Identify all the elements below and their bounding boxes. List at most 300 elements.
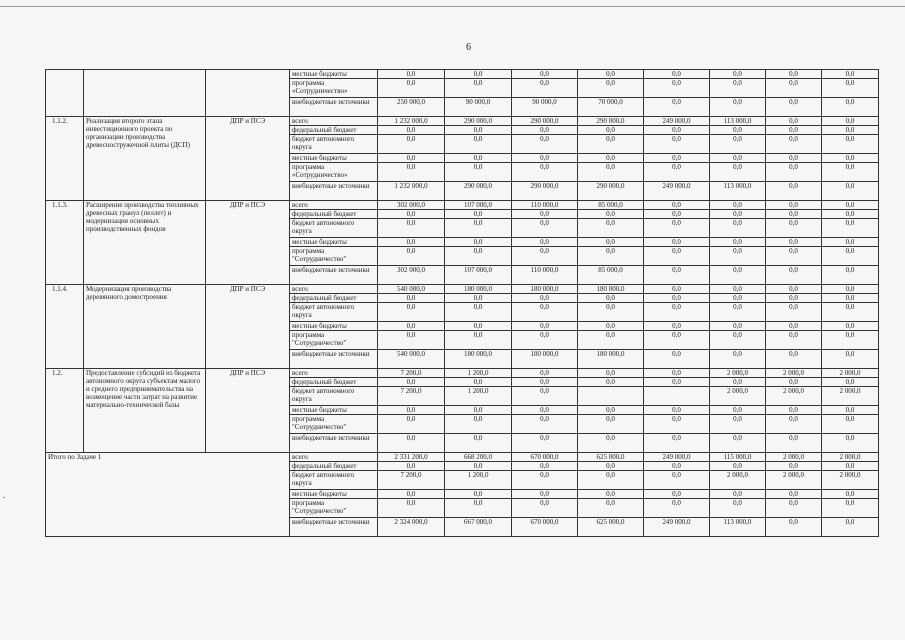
value-cell: 670 000,0 [512, 453, 578, 462]
item-name-cell: Модернизация производства деревянного домостроения [84, 285, 206, 369]
item-code-cell: 1.1.2. [46, 117, 84, 201]
value-cell: 0,0 [822, 331, 879, 350]
value-cell: 0,0 [378, 247, 445, 266]
table-row [46, 117, 879, 126]
value-cell: 290 000,0 [445, 182, 512, 201]
value-cell: 0,0 [766, 247, 822, 266]
value-cell: 0,0 [710, 490, 766, 499]
funding-source-cell: бюджет автономного округа [290, 303, 378, 322]
value-cell: 0,0 [378, 238, 445, 247]
funding-source-cell: всего [290, 453, 378, 462]
funding-source-cell: бюджет автономного округа [290, 219, 378, 238]
value-cell: 0,0 [766, 163, 822, 182]
value-cell: 0,0 [822, 70, 879, 79]
value-cell: 668 200,0 [445, 453, 512, 462]
value-cell: 0,0 [710, 434, 766, 453]
value-cell: 70 000,0 [578, 98, 644, 117]
budget-table-body [46, 70, 879, 537]
value-cell: 0,0 [644, 303, 710, 322]
value-cell: 180 000,0 [578, 350, 644, 369]
funding-source-cell: всего [290, 369, 378, 378]
value-cell: 0,0 [644, 322, 710, 331]
value-cell: 0,0 [766, 182, 822, 201]
value-cell: 0,0 [644, 406, 710, 415]
value-cell: 0,0 [766, 135, 822, 154]
value-cell: 0,0 [766, 350, 822, 369]
value-cell: 0,0 [578, 126, 644, 135]
value-cell: 290 000,0 [578, 182, 644, 201]
budget-table [45, 69, 879, 537]
value-cell: 0,0 [578, 331, 644, 350]
value-cell: 0,0 [766, 210, 822, 219]
value-cell: 1 232 000,0 [378, 182, 445, 201]
value-cell: 0,0 [445, 247, 512, 266]
value-cell: 0,0 [445, 294, 512, 303]
value-cell: 2 000,0 [766, 387, 822, 406]
value-cell: 7 200,0 [378, 387, 445, 406]
value-cell: 0,0 [710, 163, 766, 182]
value-cell: 0,0 [822, 322, 879, 331]
table-row [46, 369, 879, 378]
value-cell: 0,0 [512, 294, 578, 303]
value-cell: 0,0 [710, 98, 766, 117]
value-cell: 0,0 [766, 201, 822, 210]
value-cell: 2 000,0 [710, 369, 766, 378]
value-cell: 0,0 [644, 98, 710, 117]
item-name-cell [84, 70, 206, 117]
funding-source-cell: программа "Сотрудничество" [290, 331, 378, 350]
value-cell: 0,0 [378, 462, 445, 471]
table-row [46, 201, 879, 210]
value-cell: 0,0 [644, 369, 710, 378]
value-cell: 2 000,0 [822, 453, 879, 462]
funding-source-cell: бюджет автономного округа [290, 387, 378, 406]
value-cell: 0,0 [445, 135, 512, 154]
value-cell: 290 000,0 [445, 117, 512, 126]
value-cell: 0,0 [445, 462, 512, 471]
value-cell: 0,0 [512, 415, 578, 434]
value-cell: 0,0 [512, 490, 578, 499]
value-cell: 1 232 000,0 [378, 117, 445, 126]
funding-source-cell: всего [290, 117, 378, 126]
agency-cell: ДПР и ПСЭ [206, 285, 290, 369]
value-cell: 0,0 [578, 434, 644, 453]
value-cell: 0,0 [822, 490, 879, 499]
funding-source-cell: бюджет автономного округа [290, 135, 378, 154]
value-cell: 0,0 [644, 126, 710, 135]
value-cell: 0,0 [710, 415, 766, 434]
value-cell: 0,0 [578, 378, 644, 387]
value-cell: 0,0 [445, 154, 512, 163]
agency-cell: ДПР и ПСЭ [206, 117, 290, 201]
funding-source-cell: программа "Сотрудничество" [290, 415, 378, 434]
value-cell: 0,0 [578, 238, 644, 247]
value-cell: 7 200,0 [378, 369, 445, 378]
funding-source-cell: федеральный бюджет [290, 294, 378, 303]
value-cell: 249 000,0 [644, 182, 710, 201]
value-cell: 0,0 [710, 201, 766, 210]
value-cell: 180 000,0 [512, 350, 578, 369]
value-cell: 0,0 [766, 79, 822, 98]
funding-source-cell: внебюджетные источники [290, 182, 378, 201]
value-cell: 0,0 [378, 210, 445, 219]
value-cell: 0,0 [378, 154, 445, 163]
value-cell: 0,0 [766, 322, 822, 331]
value-cell: 0,0 [822, 219, 879, 238]
value-cell: 0,0 [710, 406, 766, 415]
value-cell: 0,0 [710, 322, 766, 331]
value-cell: 302 000,0 [378, 201, 445, 210]
value-cell: 0,0 [378, 219, 445, 238]
value-cell: 0,0 [378, 135, 445, 154]
value-cell: 2 000,0 [766, 453, 822, 462]
value-cell: 0,0 [766, 154, 822, 163]
value-cell: 2 000,0 [710, 471, 766, 490]
value-cell: 0,0 [578, 462, 644, 471]
value-cell: 0,0 [378, 294, 445, 303]
funding-source-cell: местные бюджеты [290, 406, 378, 415]
value-cell: 0,0 [644, 434, 710, 453]
value-cell: 0,0 [766, 285, 822, 294]
funding-source-cell: федеральный бюджет [290, 378, 378, 387]
value-cell: 0,0 [445, 499, 512, 518]
value-cell: 0,0 [445, 331, 512, 350]
value-cell: 0,0 [445, 415, 512, 434]
value-cell: 0,0 [822, 415, 879, 434]
value-cell: 0,0 [512, 499, 578, 518]
funding-source-cell: местные бюджеты [290, 70, 378, 79]
value-cell: 0,0 [822, 154, 879, 163]
value-cell: 0,0 [822, 126, 879, 135]
page-number: 6 [466, 42, 471, 53]
value-cell: 0,0 [644, 266, 710, 285]
value-cell: 0,0 [644, 219, 710, 238]
value-cell [578, 387, 644, 406]
value-cell: 0,0 [644, 201, 710, 210]
value-cell: 0,0 [445, 406, 512, 415]
value-cell: 0,0 [822, 135, 879, 154]
value-cell [644, 387, 710, 406]
value-cell: 1 200,0 [445, 387, 512, 406]
table-row [46, 70, 879, 79]
item-name-cell: Расширение производства топливных древесных гранул (пеллет) и модернизация основных производственных фондов [84, 201, 206, 285]
value-cell: 0,0 [822, 518, 879, 537]
funding-source-cell: местные бюджеты [290, 322, 378, 331]
value-cell: 0,0 [578, 322, 644, 331]
value-cell: 0,0 [578, 210, 644, 219]
value-cell: 0,0 [512, 434, 578, 453]
value-cell: 0,0 [766, 490, 822, 499]
value-cell: 0,0 [710, 154, 766, 163]
value-cell: 0,0 [822, 201, 879, 210]
value-cell: 249 000,0 [644, 117, 710, 126]
value-cell: 0,0 [512, 471, 578, 490]
value-cell: 0,0 [578, 163, 644, 182]
value-cell: 0,0 [445, 378, 512, 387]
value-cell: 0,0 [378, 126, 445, 135]
value-cell: 0,0 [512, 70, 578, 79]
value-cell: 0,0 [766, 331, 822, 350]
value-cell: 2 324 000,0 [378, 518, 445, 537]
funding-source-cell: программа "Сотрудничество" [290, 499, 378, 518]
value-cell: 0,0 [710, 126, 766, 135]
agency-cell: ДПР и ПСЭ [206, 201, 290, 285]
value-cell: 0,0 [512, 369, 578, 378]
value-cell: 1 200,0 [445, 369, 512, 378]
funding-source-cell: внебюджетные источники [290, 266, 378, 285]
value-cell: 0,0 [378, 322, 445, 331]
value-cell: 249 000,0 [644, 453, 710, 462]
value-cell: 180 000,0 [445, 285, 512, 294]
value-cell: 0,0 [822, 98, 879, 117]
item-code-cell: 1.1.3. [46, 201, 84, 285]
value-cell: 0,0 [766, 462, 822, 471]
value-cell: 0,0 [644, 350, 710, 369]
value-cell: 0,0 [512, 387, 578, 406]
value-cell: 0,0 [578, 247, 644, 266]
value-cell: 0,0 [710, 331, 766, 350]
value-cell: 0,0 [378, 415, 445, 434]
value-cell: 0,0 [710, 499, 766, 518]
value-cell: 0,0 [378, 70, 445, 79]
value-cell: 667 000,0 [445, 518, 512, 537]
value-cell: 0,0 [822, 266, 879, 285]
value-cell: 110 000,0 [512, 266, 578, 285]
value-cell: 85 000,0 [578, 201, 644, 210]
item-code-cell: 1.2. [46, 369, 84, 453]
value-cell: 0,0 [644, 499, 710, 518]
value-cell: 0,0 [822, 247, 879, 266]
item-name-cell: Предоставление субсидий из бюджета автономного округа субъектам малого и среднего предпринимательства на возмещение части затрат на развитие материально-технической базы [84, 369, 206, 453]
value-cell: 0,0 [710, 462, 766, 471]
value-cell: 0,0 [378, 490, 445, 499]
value-cell: 0,0 [378, 499, 445, 518]
value-cell: 625 000,0 [578, 518, 644, 537]
value-cell: 0,0 [578, 294, 644, 303]
value-cell: 2 000,0 [766, 471, 822, 490]
value-cell: 180 000,0 [512, 285, 578, 294]
value-cell: 0,0 [710, 79, 766, 98]
scan-margin-mark [3, 497, 5, 498]
value-cell: 0,0 [578, 471, 644, 490]
value-cell: 0,0 [822, 434, 879, 453]
value-cell: 0,0 [578, 135, 644, 154]
value-cell: 0,0 [766, 126, 822, 135]
value-cell: 0,0 [512, 462, 578, 471]
value-cell: 0,0 [766, 378, 822, 387]
value-cell: 540 000,0 [378, 350, 445, 369]
funding-source-cell: внебюджетные источники [290, 98, 378, 117]
value-cell: 290 000,0 [578, 117, 644, 126]
funding-source-cell: программа «Сотрудничество» [290, 163, 378, 182]
value-cell: 0,0 [644, 79, 710, 98]
value-cell: 2 000,0 [766, 369, 822, 378]
value-cell: 0,0 [644, 285, 710, 294]
value-cell: 0,0 [644, 490, 710, 499]
value-cell: 249 000,0 [644, 518, 710, 537]
value-cell: 0,0 [766, 294, 822, 303]
value-cell: 0,0 [378, 378, 445, 387]
value-cell: 0,0 [644, 415, 710, 434]
value-cell: 0,0 [822, 163, 879, 182]
value-cell: 85 000,0 [578, 266, 644, 285]
value-cell: 0,0 [766, 70, 822, 79]
value-cell: 0,0 [512, 247, 578, 266]
value-cell: 2 000,0 [822, 387, 879, 406]
value-cell: 0,0 [644, 135, 710, 154]
funding-source-cell: всего [290, 201, 378, 210]
value-cell: 0,0 [578, 70, 644, 79]
value-cell: 0,0 [644, 238, 710, 247]
funding-source-cell: внебюджетные источники [290, 518, 378, 537]
value-cell: 625 000,0 [578, 453, 644, 462]
funding-source-cell: местные бюджеты [290, 490, 378, 499]
value-cell: 0,0 [766, 406, 822, 415]
value-cell: 0,0 [378, 434, 445, 453]
funding-source-cell: бюджет автономного округа [290, 471, 378, 490]
value-cell: 0,0 [822, 406, 879, 415]
value-cell: 0,0 [822, 182, 879, 201]
funding-source-cell: местные бюджеты [290, 154, 378, 163]
value-cell: 0,0 [822, 350, 879, 369]
value-cell: 0,0 [445, 490, 512, 499]
value-cell: 0,0 [512, 322, 578, 331]
total-label-cell: Итого по Задаче 1 [46, 453, 290, 537]
value-cell: 0,0 [766, 415, 822, 434]
funding-source-cell: внебюджетные источники [290, 434, 378, 453]
value-cell: 0,0 [512, 219, 578, 238]
value-cell: 113 000,0 [710, 518, 766, 537]
value-cell: 2 000,0 [822, 369, 879, 378]
value-cell: 90 000,0 [445, 98, 512, 117]
value-cell: 0,0 [766, 303, 822, 322]
value-cell: 0,0 [822, 294, 879, 303]
value-cell: 0,0 [710, 247, 766, 266]
value-cell: 0,0 [766, 434, 822, 453]
value-cell: 110 000,0 [512, 201, 578, 210]
value-cell: 0,0 [766, 238, 822, 247]
value-cell: 0,0 [512, 163, 578, 182]
value-cell: 107 000,0 [445, 201, 512, 210]
value-cell: 0,0 [445, 210, 512, 219]
value-cell: 540 000,0 [378, 285, 445, 294]
value-cell: 0,0 [644, 294, 710, 303]
value-cell: 0,0 [766, 117, 822, 126]
value-cell: 0,0 [578, 415, 644, 434]
value-cell: 0,0 [512, 406, 578, 415]
value-cell: 0,0 [512, 135, 578, 154]
value-cell: 0,0 [710, 350, 766, 369]
value-cell: 0,0 [710, 135, 766, 154]
value-cell: 113 000,0 [710, 117, 766, 126]
value-cell: 0,0 [710, 266, 766, 285]
value-cell: 0,0 [766, 219, 822, 238]
value-cell: 0,0 [445, 434, 512, 453]
value-cell: 0,0 [378, 331, 445, 350]
value-cell: 0,0 [822, 79, 879, 98]
value-cell: 0,0 [644, 331, 710, 350]
value-cell: 302 000,0 [378, 266, 445, 285]
value-cell: 0,0 [578, 219, 644, 238]
value-cell: 7 200,0 [378, 471, 445, 490]
funding-source-cell: внебюджетные источники [290, 350, 378, 369]
funding-source-cell: всего [290, 285, 378, 294]
value-cell: 0,0 [378, 406, 445, 415]
value-cell: 115 000,0 [710, 453, 766, 462]
funding-source-cell: федеральный бюджет [290, 462, 378, 471]
value-cell: 2 331 200,0 [378, 453, 445, 462]
value-cell: 0,0 [445, 303, 512, 322]
value-cell: 0,0 [822, 378, 879, 387]
value-cell: 0,0 [512, 154, 578, 163]
value-cell: 0,0 [766, 518, 822, 537]
value-cell: 0,0 [822, 462, 879, 471]
value-cell: 0,0 [378, 303, 445, 322]
value-cell: 0,0 [710, 285, 766, 294]
value-cell: 0,0 [644, 471, 710, 490]
value-cell: 0,0 [512, 126, 578, 135]
value-cell: 0,0 [710, 303, 766, 322]
value-cell: 0,0 [578, 490, 644, 499]
funding-source-cell: местные бюджеты [290, 238, 378, 247]
value-cell: 0,0 [644, 70, 710, 79]
agency-cell [206, 70, 290, 117]
value-cell: 0,0 [822, 499, 879, 518]
value-cell: 290 000,0 [512, 117, 578, 126]
value-cell: 0,0 [578, 406, 644, 415]
funding-source-cell: федеральный бюджет [290, 210, 378, 219]
value-cell: 0,0 [512, 378, 578, 387]
value-cell: 0,0 [822, 238, 879, 247]
value-cell: 0,0 [445, 219, 512, 238]
value-cell: 0,0 [445, 126, 512, 135]
value-cell: 0,0 [766, 98, 822, 117]
table-row [46, 453, 879, 462]
scan-top-edge [0, 6, 905, 7]
value-cell: 250 000,0 [378, 98, 445, 117]
value-cell: 0,0 [644, 378, 710, 387]
value-cell: 0,0 [644, 154, 710, 163]
value-cell: 0,0 [378, 79, 445, 98]
value-cell: 0,0 [445, 70, 512, 79]
value-cell: 0,0 [766, 499, 822, 518]
funding-source-cell: программа «Сотрудничество» [290, 79, 378, 98]
value-cell: 90 000,0 [512, 98, 578, 117]
value-cell: 290 000,0 [512, 182, 578, 201]
value-cell: 2 000,0 [710, 387, 766, 406]
value-cell: 0,0 [578, 303, 644, 322]
agency-cell: ДПР и ПСЭ [206, 369, 290, 453]
value-cell: 0,0 [512, 210, 578, 219]
value-cell: 0,0 [512, 79, 578, 98]
funding-source-cell: федеральный бюджет [290, 126, 378, 135]
value-cell: 0,0 [710, 219, 766, 238]
value-cell: 0,0 [822, 210, 879, 219]
value-cell: 113 000,0 [710, 182, 766, 201]
value-cell: 0,0 [445, 79, 512, 98]
value-cell: 180 000,0 [445, 350, 512, 369]
value-cell: 0,0 [644, 163, 710, 182]
item-code-cell [46, 70, 84, 117]
value-cell: 180 000,0 [578, 285, 644, 294]
value-cell: 0,0 [710, 294, 766, 303]
value-cell: 0,0 [578, 79, 644, 98]
value-cell: 0,0 [445, 238, 512, 247]
value-cell: 0,0 [644, 462, 710, 471]
value-cell: 0,0 [512, 331, 578, 350]
value-cell: 0,0 [512, 303, 578, 322]
value-cell: 0,0 [710, 70, 766, 79]
